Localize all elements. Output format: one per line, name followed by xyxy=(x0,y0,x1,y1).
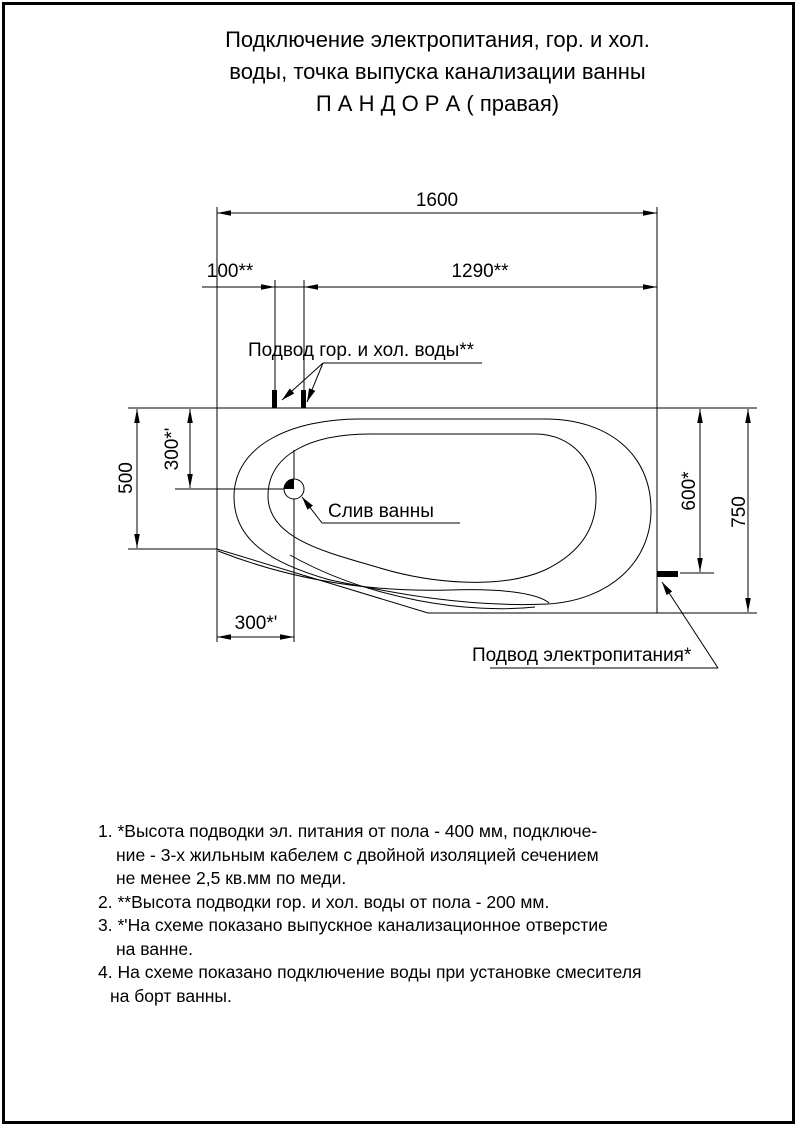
cold-water-connection-mark xyxy=(301,390,306,408)
dim-100-1290 xyxy=(202,261,657,290)
drain-filled-sector xyxy=(284,479,294,489)
dim-500-arrow-top xyxy=(134,409,140,423)
hot-water-connection-mark xyxy=(272,390,277,408)
label-drain xyxy=(302,497,460,523)
dim-100-text: 100** xyxy=(206,261,254,282)
dim-1600-text: 1600 xyxy=(415,190,459,211)
dim-500-arrow-bottom xyxy=(134,534,140,548)
title-line-1: Подключение электропитания, гор. и хол. xyxy=(225,27,650,52)
dim-750-arrow-top xyxy=(745,409,751,423)
power-connection-mark xyxy=(657,571,678,577)
note-4-line-1: 4. На схеме показано подключение воды при установке смесителя xyxy=(98,962,642,982)
dim-600-text: 600* xyxy=(679,471,700,511)
label-water-supply-text: Подвод гор. и хол. воды** xyxy=(248,340,475,361)
dim-1600 xyxy=(217,190,657,216)
dim-1600-arrow-left xyxy=(217,210,231,216)
note-1-line-2: ние - 3-х жильным кабелем с двойной изоляцией сечением xyxy=(116,844,599,865)
notes-block xyxy=(98,820,758,1008)
title-line-3: П А Н Д О Р А ( правая) xyxy=(315,91,560,116)
label-power-supply xyxy=(472,582,718,668)
title-line-2: воды, точка выпуска канализации ванны xyxy=(229,59,646,84)
note-3-line-1: 3. *'На схеме показано выпускное канализационное отверстие xyxy=(98,915,608,935)
dim-300-left-arrow-top xyxy=(187,409,193,423)
dim-500-text: 500 xyxy=(116,462,137,494)
dim-1600-arrow-right xyxy=(643,210,657,216)
label-power-supply-text: Подвод электропитания* xyxy=(472,645,692,666)
tub-outer-rim xyxy=(234,419,651,605)
leader-drain xyxy=(302,497,322,523)
note-2-line-1: 2. **Высота подводки гор. и хол. воды от пола - 200 мм. xyxy=(98,891,550,912)
note-1-line-3: не менее 2,5 кв.мм по меди. xyxy=(116,868,347,888)
dim-300-bottom xyxy=(217,613,294,640)
dim-300-left xyxy=(162,409,193,488)
dim-1290-text: 1290** xyxy=(451,261,509,282)
dim-750-arrow-bottom xyxy=(745,598,751,612)
label-water-supply xyxy=(248,340,482,402)
dim-600 xyxy=(679,409,703,572)
leader-water-2 xyxy=(307,363,323,402)
dim-300-bottom-arrow-left xyxy=(217,634,231,640)
dim-300-bottom-arrow-right xyxy=(280,634,294,640)
tub-silhouette xyxy=(217,408,657,613)
dim-1290-arrow-left xyxy=(304,284,318,290)
dim-300-bottom-text: 300*' xyxy=(234,613,278,634)
bathtub-outline xyxy=(217,408,657,613)
dim-300-left-arrow-bottom xyxy=(187,474,193,488)
dim-750 xyxy=(729,409,751,612)
label-drain-text: Слив ванны xyxy=(328,501,434,522)
dim-600-arrow-bottom xyxy=(697,558,703,572)
dim-1290-arrow-right xyxy=(643,284,657,290)
dim-600-arrow-top xyxy=(697,409,703,423)
dim-300-left-text: 300*' xyxy=(162,427,183,471)
dim-500 xyxy=(116,409,140,548)
dim-750-text: 750 xyxy=(729,496,750,528)
note-1-line-1: 1. *Высота подводки эл. питания от пола - 400 мм, подключе- xyxy=(98,821,598,841)
dim-100-arrow-left xyxy=(261,284,275,290)
note-3-line-2: на ванне. xyxy=(116,938,194,959)
note-4-line-2: на борт ванны. xyxy=(110,985,232,1006)
tub-apron-edge xyxy=(218,551,549,603)
